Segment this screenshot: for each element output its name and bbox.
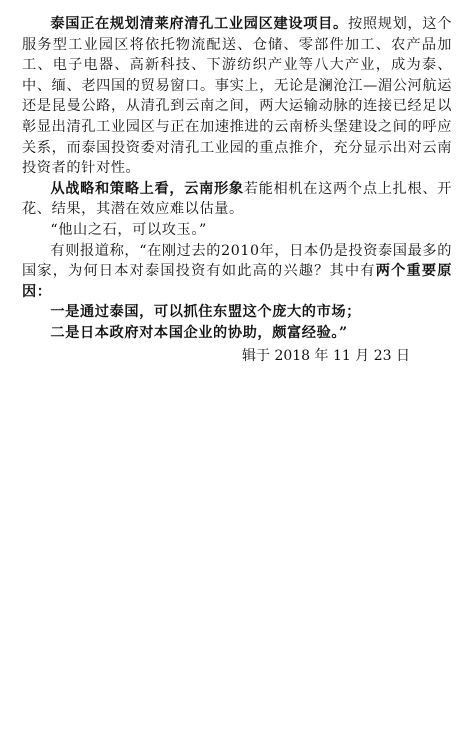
document-body bbox=[22, 14, 452, 344]
paragraph-project bbox=[22, 14, 452, 179]
reason-two: 二是日本政府对本国企业的协助，颇富经验。” bbox=[50, 324, 348, 341]
signature-date: 辑于 2018 年 11 月 23 日 bbox=[242, 348, 410, 364]
paragraph-report bbox=[22, 241, 452, 303]
paragraph-report-text: 有则报道称，“在刚过去的2010年，日本仍是投资泰国最多的国家，为何日本对泰国投资有如此高的兴趣？其中有 bbox=[22, 242, 452, 280]
paragraph-strategy bbox=[22, 179, 452, 220]
paragraph-project-lead: 泰国正在规划清莱府清孔工业园区建设项目。 bbox=[50, 16, 348, 32]
quote-line: “他山之石，可以攻玉。” bbox=[50, 221, 207, 238]
reason-one: 一是通过泰国，可以抓住东盟这个庞大的市场； bbox=[50, 304, 361, 321]
paragraph-project-text: 按照规划，这个服务型工业园区将依托物流配送、仓储、零部件加工、农产品加工、电子电器、高新科技、下游纺织产业等八大产业，成为泰、中、缅、老四国的贸易窗口。事实上，无论是澜沧江—湄公河航运还是昆曼公路，从清孔到云南之间，两大运输动脉的连接已经足以彰显出清孔工业园区与正在加速推进的云南桥头堡建设之间的呼应关系，而泰国投资委对清孔工业园的重点推介，充分显示出对云南投资者的针对性。 bbox=[22, 16, 452, 177]
paragraph-strategy-text: 若能相机在这两个点上扎根、开花、结果，其潜在效应难以估量。 bbox=[22, 180, 452, 218]
paragraph-strategy-lead: 从战略和策略上看，云南形象 bbox=[50, 180, 244, 197]
paragraph-report-bold: 两个重要原因： bbox=[22, 263, 452, 300]
